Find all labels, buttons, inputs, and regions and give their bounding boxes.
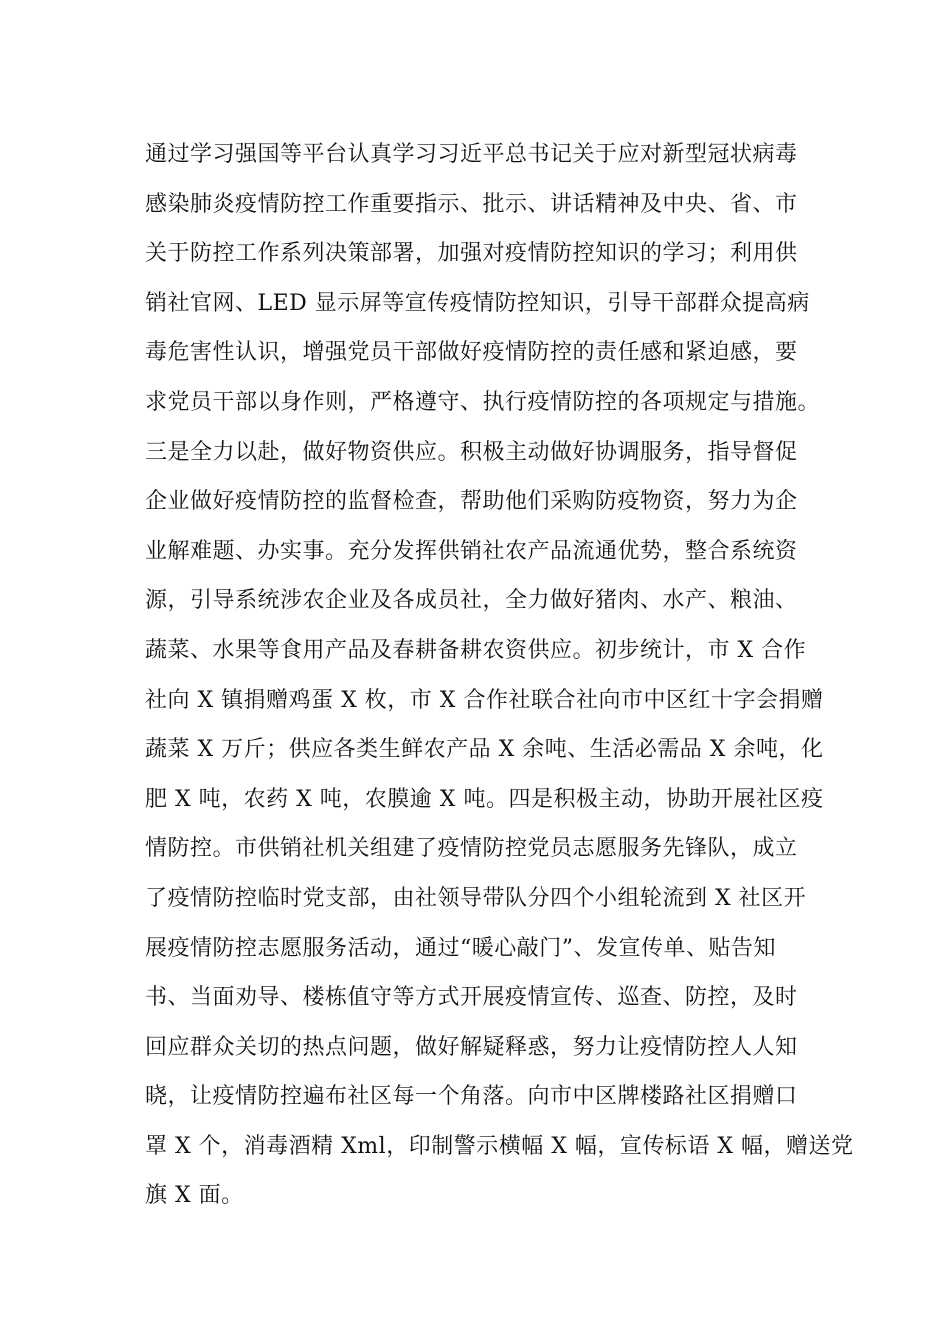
text-line: 毒危害性认识，增强党员干部做好疫情防控的责任感和紧迫感，要 — [145, 340, 798, 366]
text-line: 社向 X 镇捐赠鸡蛋 X 枚，市 X 合作社联合社向市中区红十字会捐赠 — [145, 687, 824, 713]
text-line: 书、当面劝导、楼栋值守等方式开展疫情宣传、巡查、防控，及时 — [145, 985, 798, 1011]
text-line: 关于防控工作系列决策部署，加强对疫情防控知识的学习；利用供 — [145, 241, 798, 267]
text-line: 业解难题、办实事。充分发挥供销社农产品流通优势，整合系统资 — [145, 538, 798, 564]
text-line: 源，引导系统涉农企业及各成员社，全力做好猪肉、水产、粮油、 — [145, 588, 798, 614]
text-line: 蔬菜、水果等食用产品及春耕备耕农资供应。初步统计，市 X 合作 — [145, 637, 807, 663]
text-line: 销社官网、LED 显示屏等宣传疫情防控知识，引导干部群众提高病 — [145, 290, 810, 316]
text-line: 三是全力以赴，做好物资供应。积极主动做好协调服务，指导督促 — [145, 439, 798, 465]
text-line: 了疫情防控临时党支部，由社领导带队分四个小组轮流到 X 社区开 — [145, 885, 807, 911]
text-line: 企业做好疫情防控的监督检查，帮助他们采购防疫物资，努力为企 — [145, 489, 798, 515]
text-line: 展疫情防控志愿服务活动，通过“暖心敲门”、发宣传单、贴告知 — [145, 935, 776, 961]
text-line: 罩 X 个，消毒酒精 Xml，印制警示横幅 X 幅，宣传标语 X 幅，赠送党 — [145, 1133, 854, 1159]
text-line: 求党员干部以身作则，严格遵守、执行疫情防控的各项规定与措施。 — [145, 389, 821, 415]
body-paragraph — [145, 130, 854, 1221]
text-line: 晓，让疫情防控遍布社区每一个角落。向市中区牌楼路社区捐赠口 — [145, 1084, 798, 1110]
text-line: 蔬菜 X 万斤；供应各类生鲜农产品 X 余吨、生活必需品 X 余吨，化 — [145, 737, 824, 763]
text-line: 通过学习强国等平台认真学习习近平总书记关于应对新型冠状病毒 — [145, 142, 798, 167]
text-line: 情防控。市供销社机关组建了疫情防控党员志愿服务先锋队，成立 — [145, 836, 798, 862]
text-line: 感染肺炎疫情防控工作重要指示、批示、讲话精神及中央、省、市 — [145, 191, 798, 217]
text-line: 肥 X 吨，农药 X 吨，农膜逾 X 吨。四是积极主动，协助开展社区疫 — [145, 786, 824, 812]
text-line: 回应群众关切的热点问题，做好解疑释惑，努力让疫情防控人人知 — [145, 1034, 798, 1060]
text-line: 旗 X 面。 — [145, 1183, 244, 1209]
